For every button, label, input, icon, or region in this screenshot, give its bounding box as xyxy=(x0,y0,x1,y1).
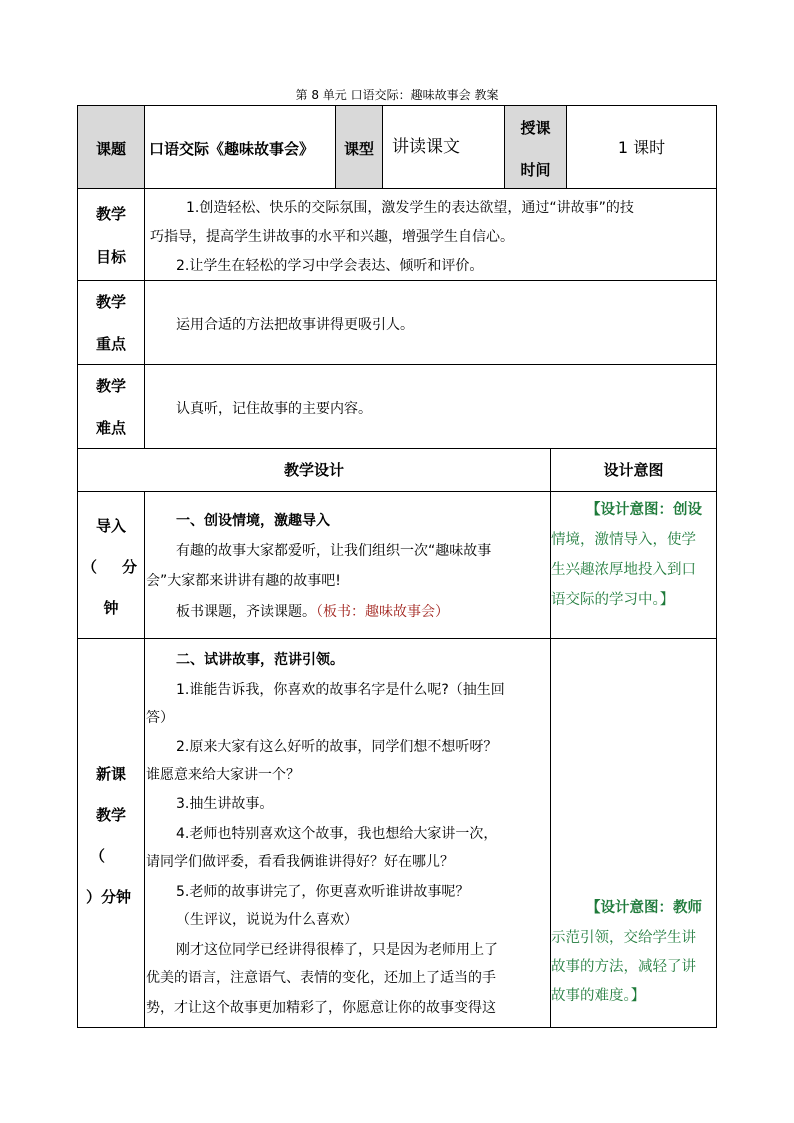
type-value: 讲读课文 xyxy=(392,137,460,157)
newlesson-intent-line4: 故事的难度。】 xyxy=(551,988,646,1004)
table-rule xyxy=(77,1027,717,1028)
newlesson-label-line1: 新课 xyxy=(95,765,126,783)
goals-line1: 1.创造轻松、快乐的交际氛围，激发学生的表达欲望，通过“讲故事”的技 xyxy=(186,200,634,216)
intro-p2 xyxy=(176,598,449,626)
intro-p2-text: 板书课题，齐读课题。 xyxy=(176,604,316,620)
intro-intent-line4: 语交际的学习中。】 xyxy=(551,592,675,608)
design-header-right: 设计意图 xyxy=(603,461,664,479)
newlesson-line: 请同学们做评委，看看我俩谁讲得好？好在哪儿？ xyxy=(146,854,454,870)
page-header: 第 8 单元 口语交际：趣味故事会 教案 xyxy=(295,88,499,102)
goals-line2: 巧指导，提高学生讲故事的水平和兴趣，增强学生自信心。 xyxy=(150,229,514,245)
hours-value: 1 课时 xyxy=(617,138,666,157)
keypoints-label-line1: 教学 xyxy=(95,293,126,311)
table-rule xyxy=(77,491,717,492)
table-col xyxy=(382,105,383,189)
difficulties-text: 认真听，记住故事的主要内容。 xyxy=(176,401,372,417)
newlesson-line: 谁愿意来给大家讲一个？ xyxy=(146,767,300,783)
intro-label-fen: 分 xyxy=(122,558,138,576)
table-rule xyxy=(77,280,717,281)
newlesson-line: （生评议，说说为什么喜欢） xyxy=(176,912,358,928)
table-col-label xyxy=(144,105,145,449)
type-label: 课型 xyxy=(343,140,374,158)
intro-label-line1: 导入 xyxy=(95,517,126,535)
table-border-left xyxy=(77,105,78,1028)
time-label-line1: 授课 xyxy=(520,119,551,137)
newlesson-intent-line2: 示范引领，交给学生讲 xyxy=(551,930,696,946)
newlesson-line: 答） xyxy=(146,710,174,726)
design-header-left: 教学设计 xyxy=(283,461,344,479)
newlesson-line: 5.老师的故事讲完了，你更喜欢听谁讲故事呢？ xyxy=(176,884,470,900)
goals-line3: 2.让学生在轻松的学习中学会表达、倾听和评价。 xyxy=(176,258,484,274)
keypoints-label-line2: 重点 xyxy=(95,335,126,353)
difficulties-label-line2: 难点 xyxy=(95,419,126,437)
newlesson-line: 刚才这位同学已经讲得很棒了，只是因为老师用上了 xyxy=(176,942,498,958)
topic-value: 口语交际《趣味故事会》 xyxy=(149,140,315,158)
goals-label-line1: 教学 xyxy=(95,205,126,223)
newlesson-line: 优美的语言，注意语气、表情的变化，还加上了适当的手 xyxy=(146,970,496,986)
intro-p1b: 会”大家都来讲讲有趣的故事吧! xyxy=(146,573,341,589)
newlesson-line: 3.抽生讲故事。 xyxy=(176,796,274,812)
table-rule xyxy=(77,105,717,106)
table-rule xyxy=(77,188,717,189)
newlesson-heading: 二、试讲故事，范讲引领。 xyxy=(176,652,344,668)
intro-intent-line2: 情境，激情导入，使学 xyxy=(551,532,696,548)
table-rule xyxy=(77,448,717,449)
newlesson-label-paren: （ xyxy=(90,847,106,865)
intro-heading: 一、创设情境，激趣导入 xyxy=(176,513,330,529)
intro-p1a: 有趣的故事大家都爱听，让我们组织一次“趣味故事 xyxy=(176,543,492,559)
keypoints-text: 运用合适的方法把故事讲得更吸引人。 xyxy=(176,317,414,333)
table-rule xyxy=(77,638,717,639)
intro-intent-line1: 【设计意图：创设 xyxy=(586,502,702,518)
newlesson-line: 2.原来大家有这么好听的故事，同学们想不想听呀？ xyxy=(176,739,498,755)
difficulties-label-line1: 教学 xyxy=(95,377,126,395)
newlesson-label-line2: 教学 xyxy=(95,806,126,824)
intro-p2-board: （板书：趣味故事会） xyxy=(316,604,449,620)
newlesson-line: 势，才让这个故事更加精彩了，你愿意让你的故事变得这 xyxy=(146,1000,496,1016)
time-label-line2: 时间 xyxy=(520,161,551,179)
newlesson-intent-line3: 故事的方法，减轻了讲 xyxy=(551,959,696,975)
newlesson-line: 1.谁能告诉我，你喜欢的故事名字是什么呢?（抽生回 xyxy=(176,682,505,698)
intro-intent-line3: 生兴趣浓厚地投入到口 xyxy=(551,562,696,578)
intro-label-line3: 钟 xyxy=(103,599,119,617)
newlesson-line: 4.老师也特别喜欢这个故事，我也想给大家讲一次， xyxy=(176,826,498,842)
table-col-label xyxy=(144,491,145,1028)
table-border-right xyxy=(716,105,717,1028)
topic-label: 课题 xyxy=(95,140,126,158)
intro-label-paren: （ xyxy=(82,558,98,576)
table-rule xyxy=(77,364,717,365)
newlesson-intent-line1: 【设计意图：教师 xyxy=(586,900,702,916)
goals-label-line2: 目标 xyxy=(95,248,126,266)
newlesson-label-minutes: ）分钟 xyxy=(86,888,132,906)
